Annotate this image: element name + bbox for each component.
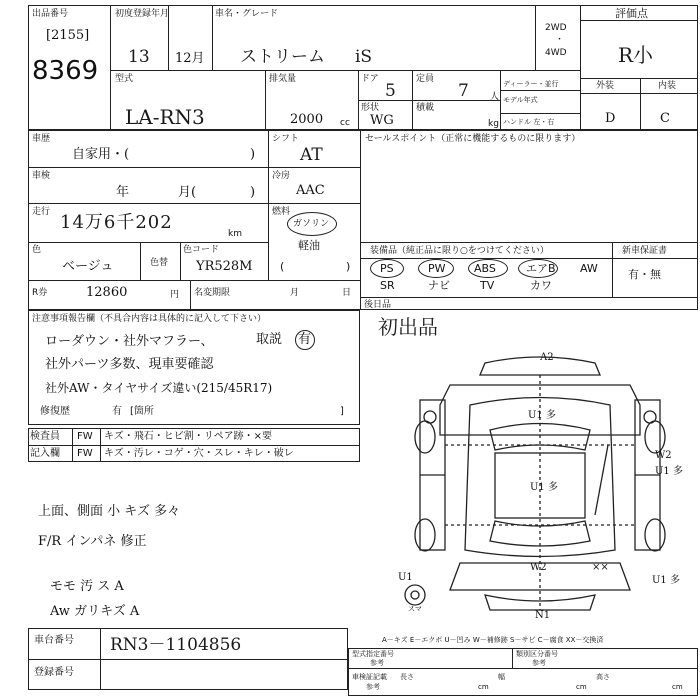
history-value: 自家用・( (72, 147, 130, 162)
hand-note-3: モモ 汚 ス A (50, 579, 124, 594)
mark-w2-right: W2 (655, 450, 672, 461)
load-unit: kg (488, 119, 499, 129)
divider (580, 20, 698, 21)
divider (28, 280, 360, 281)
circle-mark (468, 259, 508, 278)
door-value: 5 (385, 81, 396, 101)
divider (28, 203, 268, 204)
checker-line2: キズ・汚レ・コゲ・穴・スレ・キレ・破レ (104, 448, 294, 459)
aftermarket-label: 後日品 (364, 300, 392, 310)
divider (358, 100, 500, 101)
new-cert-ref: 参考 (366, 683, 380, 691)
color-value: ベージュ (62, 259, 114, 274)
circle-mark (370, 259, 404, 278)
divider (500, 90, 580, 91)
divider (500, 70, 501, 130)
warranty-value: 有・無 (628, 268, 661, 281)
height-unit: cm (672, 683, 683, 691)
sales-label: セールスポイント（正常に機能するものに限ります） (365, 134, 581, 144)
mileage-unit: km (228, 229, 242, 239)
damage-legend: A－キズ E－エクボ U－凹み W－補修跡 S－サビ C－腐食 XX－交換済 (382, 636, 604, 644)
equip-tv: TV (480, 279, 495, 292)
mark-u1-roof: U1 多 (528, 410, 556, 421)
fuel-label: 燃料 (272, 207, 291, 217)
divider (512, 648, 513, 668)
drive-4wd: 4WD (545, 48, 567, 58)
handle-label: ハンドル 左・右 (503, 118, 555, 126)
divider (612, 242, 613, 297)
inspector-label: 検査員 (30, 431, 60, 442)
model-label: 型式 (115, 74, 134, 84)
inspection-month: 月( (178, 185, 197, 200)
grade: iS (355, 47, 373, 67)
ac-label: 冷房 (272, 171, 291, 181)
manual-has: 有 (298, 332, 312, 347)
first-reg-month: 12月 (175, 51, 205, 66)
reg-label: 登録番号 (34, 667, 74, 678)
divider (580, 78, 698, 79)
type-designation-ref: 参考 (370, 659, 384, 667)
equip-airbag: エアB (526, 262, 556, 275)
name-change-label: 名変期限 (194, 288, 231, 298)
divider (268, 203, 360, 204)
lot-number: 8369 (32, 56, 99, 86)
divider (28, 242, 268, 243)
repair-has: 有 (112, 406, 122, 417)
checker-fw: FW (77, 431, 93, 442)
length-label: 長さ (400, 673, 414, 681)
classification-label: 類別区分番号 (516, 650, 558, 658)
name-change-day: 日 (342, 288, 352, 298)
fuel-diesel: 軽油 (298, 239, 320, 252)
width-unit: cm (576, 683, 587, 691)
capacity-value: 7 (458, 81, 469, 101)
lot-bracket: [2155] (46, 28, 90, 43)
color-change-label: 色替 (150, 258, 169, 268)
chassis-value: RN3－1104856 (110, 635, 242, 655)
interior-label: 内装 (658, 81, 677, 91)
notes-line1: ローダウン・社外マフラー、 (45, 334, 214, 349)
divider (580, 5, 581, 130)
exterior-value: D (605, 111, 616, 126)
checker-line1: キズ・飛石・ヒビ割・リペア跡・×要 (104, 431, 272, 442)
repair-label: 修復歴 (40, 406, 70, 417)
width-label: 幅 (498, 673, 505, 681)
equip-leather: カワ (530, 279, 552, 292)
mark-sma: スマ (408, 605, 422, 613)
divider (268, 167, 360, 168)
shift-label: シフト (272, 134, 300, 144)
divider (140, 242, 141, 280)
shape-value: WG (370, 113, 394, 128)
door-label: ドア (361, 74, 379, 84)
mark-xx: ×× (592, 562, 609, 573)
drive-dot: ・ (555, 35, 565, 45)
hand-note-1: 上面、側面 小 キズ 多々 (38, 504, 181, 519)
displacement-label: 排気量 (269, 74, 297, 84)
name-change-month: 月 (290, 288, 300, 298)
divider (180, 242, 181, 280)
equip-pw: PW (428, 262, 446, 275)
divider (28, 445, 360, 446)
divider (168, 5, 169, 70)
divider (110, 70, 580, 71)
repair-close: ] (340, 406, 344, 417)
recycle-label: R券 (32, 288, 48, 298)
divider (212, 5, 213, 70)
divider (100, 428, 101, 462)
hand-note-4: Aw ガリキズ A (50, 604, 140, 619)
new-cert-label: 車検証記載 (352, 673, 387, 681)
color-code-value: YR528M (196, 259, 253, 274)
inspection-close: ) (250, 185, 256, 200)
lot-label: 出品番号 (32, 9, 69, 19)
divider (360, 242, 698, 243)
divider (640, 78, 641, 130)
notes-line3: 社外AW・タイヤサイズ違い(215/45R17) (45, 381, 273, 395)
exterior-label: 外装 (596, 81, 615, 91)
mark-u1-rightrear: U1 多 (652, 575, 680, 586)
car-name: ストリーム (240, 47, 325, 67)
score-value: R小 (618, 43, 654, 67)
equipment-label: 装備品（純正品に限り○をつけてください） (370, 246, 549, 256)
score-label: 評価点 (615, 7, 648, 20)
model-value: LA-RN3 (125, 105, 205, 129)
manual-label: 取説 (256, 332, 283, 347)
circle-mark (418, 259, 454, 278)
repair-location: [箇所 (130, 406, 154, 417)
equip-ps: PS (380, 262, 394, 275)
divider (360, 297, 698, 298)
divider (580, 93, 698, 94)
equip-sr: SR (380, 279, 395, 292)
divider (500, 113, 580, 114)
mark-a2: A2 (540, 352, 554, 363)
hand-note-2: F/R インパネ 修正 (38, 534, 147, 549)
shift-value: AT (300, 145, 323, 165)
fuel-close: ) (346, 260, 351, 273)
displacement-unit: cc (340, 118, 350, 128)
equip-navi: ナビ (428, 279, 450, 292)
fuel-gas: ガソリン (293, 219, 330, 229)
type-designation-label: 型式指定番号 (352, 650, 394, 658)
mark-n1: N1 (535, 610, 551, 621)
checker-fw2: FW (77, 448, 93, 459)
divider (348, 668, 698, 669)
equip-aw: AW (580, 262, 598, 275)
divider (28, 659, 348, 660)
equip-abs: ABS (474, 262, 496, 275)
fuel-paren: ( (280, 260, 285, 273)
notes-label: 注意事項報告欄（不具合内容は具体的に記入して下さい） (32, 314, 267, 324)
recycle-value: 12860 (86, 285, 128, 300)
notes-line2: 社外パーツ多数、現車要確認 (45, 357, 214, 372)
divider (100, 628, 101, 690)
aftermarket-value: 初出品 (378, 315, 438, 339)
drive-2wd: 2WD (545, 23, 567, 33)
capacity-unit: 人 (490, 92, 500, 102)
name-label: 車名・グレード (215, 9, 279, 19)
mark-w2-rear: W2 (530, 562, 547, 573)
divider (535, 5, 536, 70)
shape-label: 形状 (361, 103, 380, 113)
mileage-value: 14万6千202 (60, 212, 173, 233)
first-reg-label: 初度登録年月 (115, 9, 170, 19)
mark-u1-hood: U1 多 (530, 482, 558, 493)
mark-u1-right: U1 多 (655, 466, 683, 477)
divider (265, 70, 266, 130)
mark-u1-left: U1 (398, 572, 413, 583)
chassis-label: 車台番号 (34, 635, 74, 646)
color-code-label: 色コード (183, 245, 220, 255)
history-close: ) (250, 147, 256, 162)
dealer-label: ディーラー・並行 (503, 80, 559, 88)
load-label: 積載 (416, 103, 435, 113)
mileage-label: 走行 (32, 207, 51, 217)
divider (28, 167, 268, 168)
divider (190, 280, 191, 310)
recorder-label: 記入欄 (30, 448, 60, 459)
first-reg-year: 13 (128, 47, 150, 67)
recycle-unit: 円 (170, 290, 180, 300)
ac-value: AAC (296, 183, 325, 198)
divider (360, 130, 361, 310)
warranty-label: 新車保証書 (622, 246, 668, 256)
circle-mark (518, 259, 558, 278)
divider (268, 130, 269, 280)
classification-ref: 参考 (532, 659, 546, 667)
divider (110, 5, 111, 130)
interior-value: C (660, 111, 670, 126)
history-label: 車歴 (32, 134, 51, 144)
inspection-year: 年 (116, 185, 130, 200)
displacement-value: 2000 (290, 112, 324, 127)
length-unit: cm (478, 683, 489, 691)
inspection-label: 車検 (32, 171, 51, 181)
model-year-label: モデル年式 (503, 96, 538, 104)
capacity-label: 定員 (416, 74, 435, 84)
height-label: 高さ (596, 673, 610, 681)
color-label: 色 (32, 245, 42, 255)
